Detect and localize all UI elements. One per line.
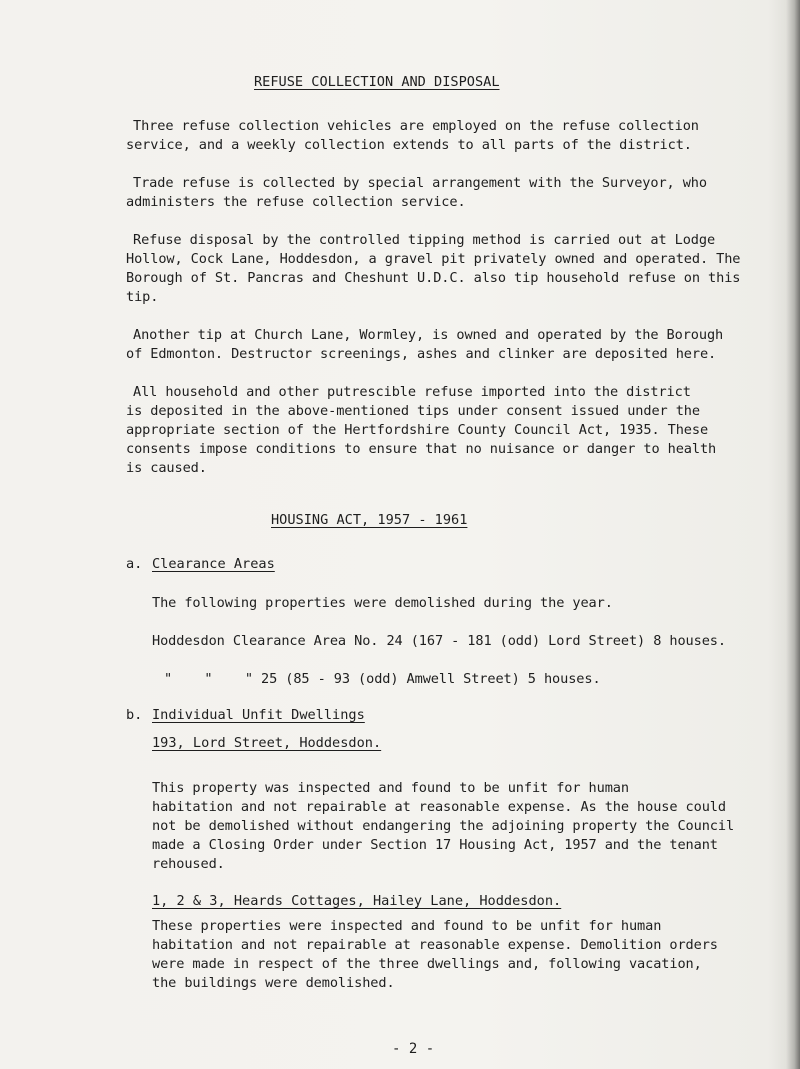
lord-street-p-line5: rehoused.	[152, 856, 225, 872]
lord-street-p-line1: This property was inspected and found to be unfit for human	[152, 780, 629, 796]
refuse-p3-line1: Refuse disposal by the controlled tipping method is carried out at Lodge	[133, 232, 716, 248]
refuse-p5-line4: consents impose conditions to ensure that no nuisance or danger to health	[126, 441, 717, 457]
lord-street-p-line4: made a Closing Order under Section 17 Housing Act, 1957 and the tenant	[152, 837, 718, 853]
clearance-areas-heading: Clearance Areas	[152, 556, 275, 572]
refuse-p3-line4: tip.	[126, 289, 159, 305]
heards-cottages-subheading: 1, 2 & 3, Heards Cottages, Hailey Lane, Hoddesdon.	[152, 893, 562, 909]
clearance-area-25: " " " 25 (85 - 93 (odd) Amwell Street) 5 houses.	[164, 671, 601, 687]
refuse-p5-line1: All household and other putrescible refuse imported into the district	[133, 384, 691, 400]
lord-street-p-line3: not be demolished without endangering the adjoining property the Council	[152, 818, 735, 834]
refuse-p3-line2: Hollow, Cock Lane, Hoddesdon, a gravel pit privately owned and operated. The	[126, 251, 741, 267]
refuse-p4-line1: Another tip at Church Lane, Wormley, is owned and operated by the Borough	[133, 327, 724, 343]
heards-p-line4: the buildings were demolished.	[152, 975, 395, 991]
individual-unfit-dwellings-heading: Individual Unfit Dwellings	[152, 707, 365, 723]
item-marker-b: b.	[126, 707, 143, 723]
refuse-p2-line2: administers the refuse collection service.	[126, 194, 466, 210]
page-shadow-edge	[786, 0, 800, 1069]
heards-p-line1: These properties were inspected and found to be unfit for human	[152, 918, 662, 934]
section-title-housing: HOUSING ACT, 1957 - 1961	[271, 512, 468, 528]
refuse-p3-line3: Borough of St. Pancras and Cheshunt U.D.C. also tip household refuse on this	[126, 270, 741, 286]
heards-p-line3: were made in respect of the three dwellings and, following vacation,	[152, 956, 702, 972]
section-title-refuse: REFUSE COLLECTION AND DISPOSAL	[254, 74, 500, 90]
refuse-p5-line3: appropriate section of the Hertfordshire County Council Act, 1935. These	[126, 422, 709, 438]
refuse-p5-line5: is caused.	[126, 460, 207, 476]
lord-street-p-line2: habitation and not repairable at reasonable expense. As the house could	[152, 799, 726, 815]
lord-street-subheading: 193, Lord Street, Hoddesdon.	[152, 735, 382, 751]
refuse-p2-line1: Trade refuse is collected by special arrangement with the Surveyor, who	[133, 175, 707, 191]
refuse-p1-line1: Three refuse collection vehicles are employed on the refuse collection	[133, 118, 699, 134]
refuse-p1-line2: service, and a weekly collection extends to all parts of the district.	[126, 137, 692, 153]
page-number: - 2 -	[392, 1041, 435, 1057]
clearance-intro: The following properties were demolished during the year.	[152, 595, 613, 611]
item-marker-a: a.	[126, 556, 143, 572]
refuse-p4-line2: of Edmonton. Destructor screenings, ashes and clinker are deposited here.	[126, 346, 717, 362]
clearance-area-24: Hoddesdon Clearance Area No. 24 (167 - 181 (odd) Lord Street) 8 houses.	[152, 633, 726, 649]
refuse-p5-line2: is deposited in the above-mentioned tips under consent issued under the	[126, 403, 700, 419]
heards-p-line2: habitation and not repairable at reasonable expense. Demolition orders	[152, 937, 718, 953]
